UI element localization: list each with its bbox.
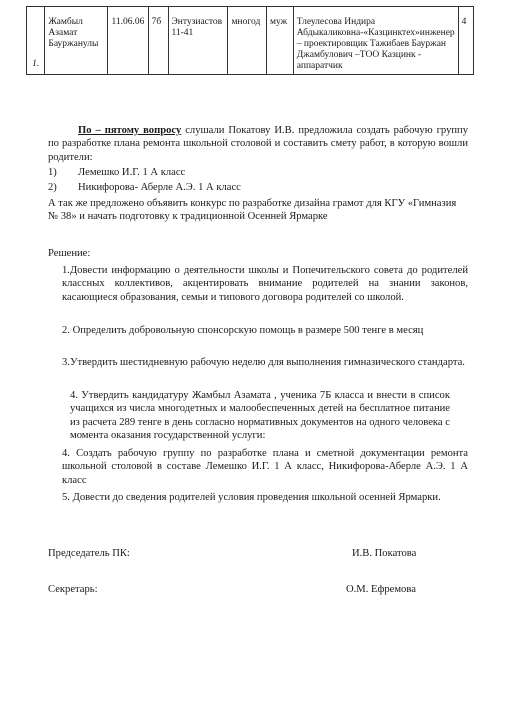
class-cell: 7б [148,7,168,75]
list-item [48,181,468,194]
chair-name: И.В. Покатова [352,548,417,559]
parents-cell: Тлеулесова Индира Абдыкаликовна-«Казцинктех»инженер – проектировщик Тажибаев Бауржан Джамбулович –ТОО Казцинк - аппаратчик [293,7,458,75]
decision-title: Решение: [48,248,91,259]
member-text: Никифорова- Аберле А.Э. 1 А класс [78,182,241,194]
fifth-question-text: слушали Покатову И.В. предложила создать рабочую группу по разработке плана ремонта школьной столовой и составить смету работ, в которую вошли родители: [48,125,469,163]
birth-date: 11.06.06 [108,7,148,75]
student-name: Жамбыл Азамат Бауржанулы [45,7,108,75]
decision-item-4: 4. Утвердить кандидатуру Жамбыл Азамата , ученика 7Б класса и внести в список учащихся из числа многодетных и малообеспеченных детей на бесплатное питание из расчета 289 тенге в день согласно нормативных документов на одного человека с момента оказания государственной услуги: [70,390,450,442]
secretary-name: О.М. Ефремова [346,584,416,595]
member-text: Лемешко И.Г. 1 А класс [78,167,186,178]
decision-item-2: 2. Определить добровольную спонсорскую помощь в размере 500 тенге в месяц [62,325,424,336]
list-item [48,166,468,179]
quantity-cell: 4 [458,7,473,75]
decision-item-3: 3.Утвердить шестидневную рабочую неделю для выполнения гимназического стандарта. [62,357,465,368]
members-list [48,166,468,195]
decision-item-5: 5. Довести до сведения родителей условия проведения школьной осенней Ярмарки. [62,492,441,503]
decision-item-4b: 4. Создать рабочую группу по разработке плана и сметной документации ремонта школьной столовой в составе Лемешко И.Г. 1 А класс, Никифорова-Аберле А.Э. 1 А класс [62,448,468,486]
address-cell: Энтузиастов 11-41 [168,7,228,75]
secretary-label: Секретарь: [48,584,98,595]
member-number: 2) [48,182,57,194]
member-number: 1) [48,167,57,178]
fifth-question-paragraph [48,124,468,164]
status-cell: многод [228,7,267,75]
sex-cell: муж [266,7,293,75]
fifth-question-heading: По – пятому вопросу [78,125,182,136]
chair-label: Председатель ПК: [48,548,130,559]
student-table [26,6,474,75]
row-number: 1. [27,7,45,75]
table-row [27,7,474,75]
decision-item-1: 1.Довести информацию о деятельности школы и Попечительского совета до родителей классных коллективов, акцентировать внимание родителей на знании законов, касающиеся образования, семьи и типового договора родителей со школой. [62,265,468,303]
contest-paragraph: А так же предложено объявить конкурс по разработке дизайна грамот для КГУ «Гимназия № 38» и начать подготовку к традиционной Осенней Ярмарке [48,198,457,223]
